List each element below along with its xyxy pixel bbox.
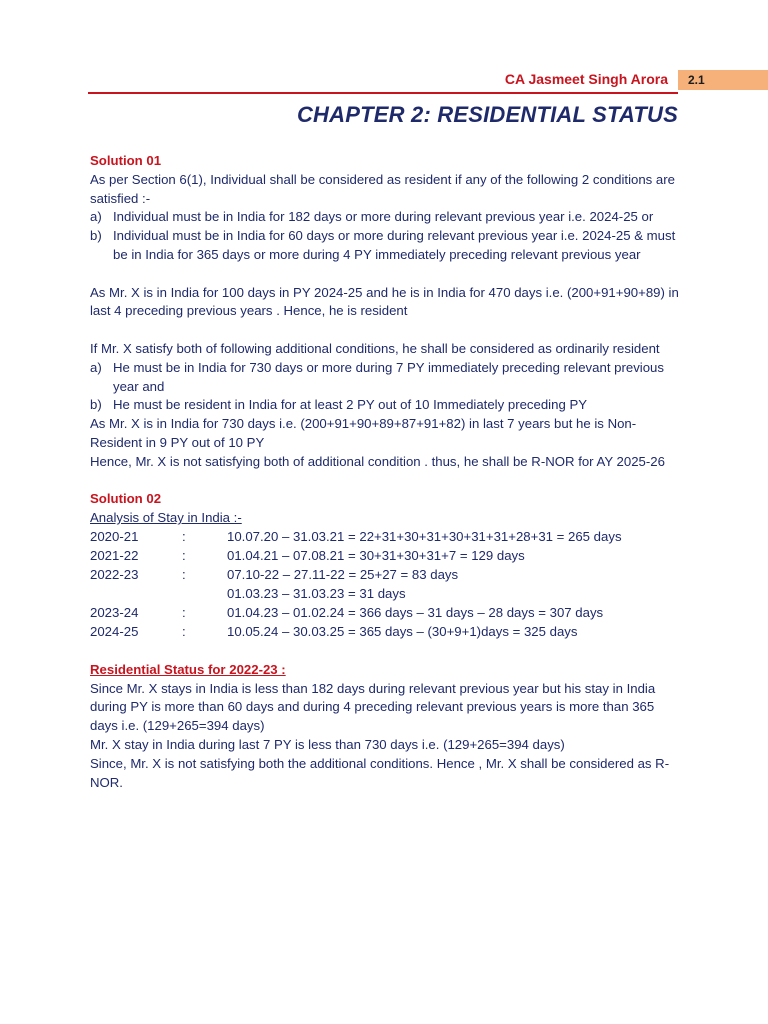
author-name: CA Jasmeet Singh Arora bbox=[504, 71, 668, 87]
list-marker: b) bbox=[90, 228, 102, 244]
stay-year: 2022-23 bbox=[90, 566, 139, 582]
stay-year: 2024-25 bbox=[90, 623, 139, 639]
stay-calculation: 01.04.23 – 01.02.24 = 366 days – 31 days – 28 days = 307 days bbox=[227, 604, 604, 620]
stay-calculation: 07.10-22 – 27.11-22 = 25+27 = 83 days bbox=[227, 566, 459, 582]
solution-01-heading: Solution 01 bbox=[90, 153, 162, 168]
stay-year: 2023-24 bbox=[90, 604, 139, 620]
status-paragraph: Since Mr. X stays in India is less than 182 days during relevant previous year but his stay in India during PY is more than 60 days and during 4 preceding relevant previous years is more than 365 days i.e. (129+265=394 days) bbox=[90, 680, 656, 734]
list-marker: b) bbox=[90, 397, 102, 413]
spacer bbox=[90, 265, 680, 284]
stay-calculation: 10.07.20 – 31.03.21 = 22+31+30+31+30+31+31+28+31 = 265 days bbox=[227, 528, 622, 544]
stay-row bbox=[90, 528, 680, 547]
stay-calculation: 01.03.23 – 31.03.23 = 31 days bbox=[227, 585, 406, 601]
ordinary-resident-paragraph: If Mr. X satisfy both of following additional conditions, he shall be considered as ordinarily resident bbox=[90, 340, 660, 356]
stay-row bbox=[90, 566, 680, 585]
stay-year: 2021-22 bbox=[90, 547, 139, 563]
condition-text: Individual must be in India for 182 days or more during relevant previous year i.e. 2024-25 or bbox=[113, 209, 654, 225]
condition-item bbox=[90, 208, 680, 227]
final-conclusion-paragraph: Since, Mr. X is not satisfying both the additional conditions. Hence , Mr. X shall be considered as R-NOR. bbox=[90, 755, 670, 790]
residential-status-heading: Residential Status for 2022-23 : bbox=[90, 661, 286, 677]
stay-colon: : bbox=[182, 547, 186, 563]
stay-year: 2020-21 bbox=[90, 528, 139, 544]
730-days-paragraph: As Mr. X is in India for 730 days i.e. (200+91+90+89+87+91+82) in last 7 years but he is Non-Resident in 9 PY out of 10 PY bbox=[90, 416, 637, 450]
chapter-title: CHAPTER 2: RESIDENTIAL STATUS bbox=[296, 102, 678, 127]
spacer bbox=[90, 472, 680, 491]
title-divider bbox=[88, 92, 678, 94]
list-marker: a) bbox=[90, 209, 102, 225]
resident-paragraph: As Mr. X is in India for 100 days in PY 2024-25 and he is in India for 470 days i.e. (200+91+90+89) in last 4 preceding previous years . Hence, he is resident bbox=[90, 284, 679, 319]
stay-colon: : bbox=[182, 566, 186, 582]
conclusion-paragraph: Hence, Mr. X is not satisfying both of additional condition . thus, he shall be R-NOR for AY 2025-26 bbox=[90, 453, 665, 469]
page-header bbox=[0, 34, 768, 87]
stay-colon: : bbox=[182, 528, 186, 544]
stay-row bbox=[90, 623, 680, 642]
list-marker: a) bbox=[90, 359, 102, 375]
condition-text: Individual must be in India for 60 days or more during relevant previous year i.e. 2024-25 & must be in India for 365 days or more during 4 PY immediately preceding relevant previous year bbox=[113, 228, 676, 262]
section-6-intro: As per Section 6(1), Individual shall be considered as resident if any of the following 2 conditions are satisfied :- bbox=[90, 171, 675, 206]
page-number: 2.1 bbox=[678, 70, 768, 90]
additional-condition-item bbox=[90, 359, 680, 397]
analysis-heading: Analysis of Stay in India :- bbox=[90, 510, 242, 526]
stay-calculation: 10.05.24 – 30.03.25 = 365 days – (30+9+1)days = 325 days bbox=[227, 623, 578, 639]
stay-row bbox=[90, 547, 680, 566]
additional-condition-text: He must be in India for 730 days or more during 7 PY immediately preceding relevant previous year and bbox=[113, 359, 664, 394]
stay-year bbox=[90, 585, 182, 604]
stay-calculation: 01.04.21 – 07.08.21 = 30+31+30+31+7 = 129 days bbox=[227, 547, 525, 563]
spacer bbox=[90, 321, 680, 340]
stay-row bbox=[90, 585, 680, 604]
solution-02-heading: Solution 02 bbox=[90, 491, 162, 507]
stay-colon bbox=[182, 585, 227, 604]
seven-py-paragraph: Mr. X stay in India during last 7 PY is less than 730 days i.e. (129+265=394 days) bbox=[90, 736, 565, 752]
stay-colon: : bbox=[182, 623, 186, 639]
stay-table bbox=[90, 528, 680, 642]
additional-condition-item bbox=[90, 396, 680, 415]
spacer bbox=[90, 642, 680, 661]
stay-row bbox=[90, 604, 680, 623]
condition-item bbox=[90, 227, 680, 265]
document-body bbox=[90, 152, 680, 792]
additional-condition-text: He must be resident in India for at least 2 PY out of 10 Immediately preceding PY bbox=[113, 397, 588, 413]
stay-colon: : bbox=[182, 604, 186, 620]
